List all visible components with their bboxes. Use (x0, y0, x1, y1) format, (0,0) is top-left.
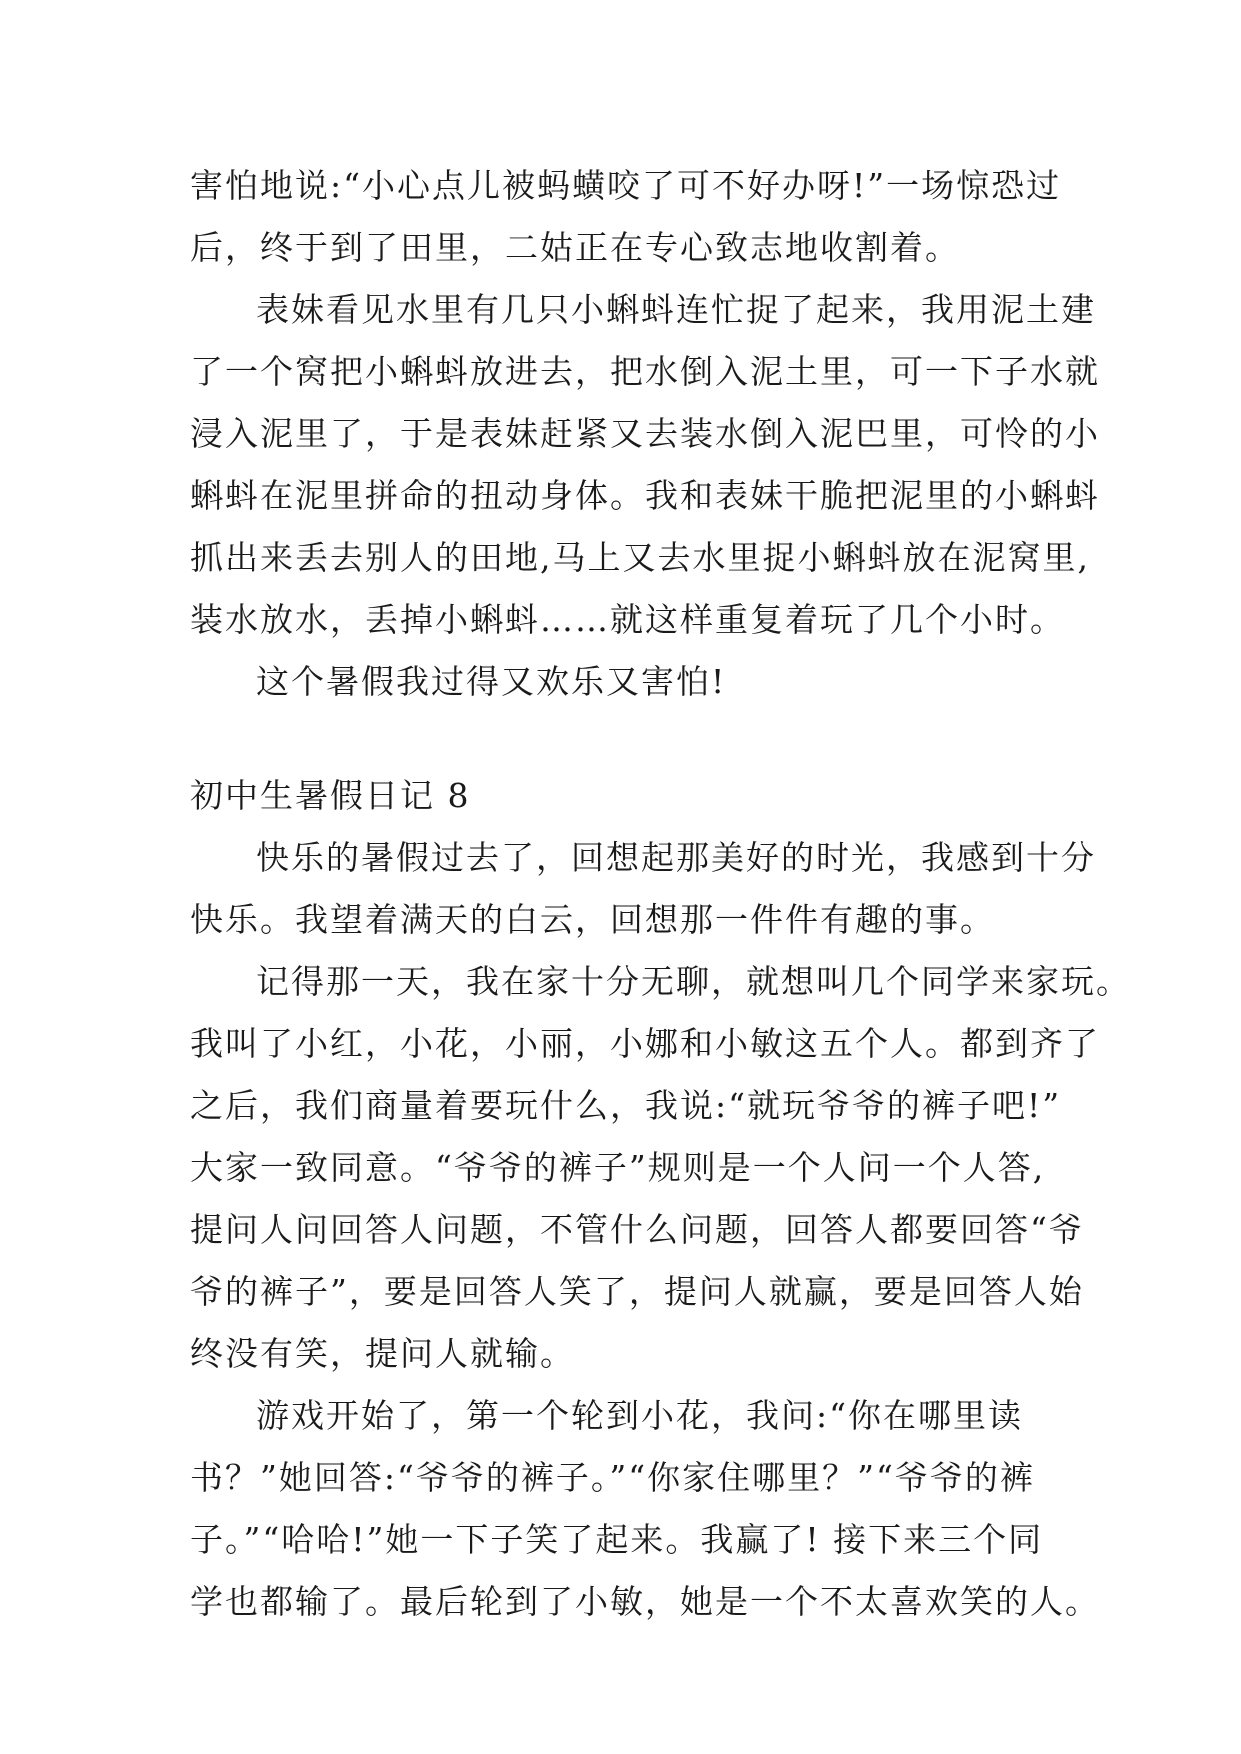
paragraph-line: 装水放水，丢掉小蝌蚪……就这样重复着玩了几个小时。 (190, 600, 1065, 639)
paragraph-line: 表妹看见水里有几只小蝌蚪连忙捉了起来，我用泥土建 (256, 290, 1096, 329)
paragraph-line: 记得那一天，我在家十分无聊，就想叫几个同学来家玩。 (256, 962, 1131, 1001)
paragraph-line: 浸入泥里了，于是表妹赶紧又去装水倒入泥巴里，可怜的小 (190, 414, 1100, 453)
paragraph-line: 这个暑假我过得又欢乐又害怕! (256, 662, 727, 701)
paragraph-line: 之后，我们商量着要玩什么，我说:“就玩爷爷的裤子吧!” (190, 1086, 1062, 1125)
paragraph-line: 快乐的暑假过去了，回想起那美好的时光，我感到十分 (256, 838, 1096, 877)
paragraph-line: 提问人问回答人问题，不管什么问题，回答人都要回答“爷 (190, 1210, 1084, 1249)
paragraph-line: 快乐。我望着满天的白云，回想那一件件有趣的事。 (190, 900, 995, 939)
paragraph-line: 子。”“哈哈!”她一下子笑了起来。我赢了! 接下来三个同 (190, 1520, 1044, 1559)
paragraph-line: 学也都输了。最后轮到了小敏，她是一个不太喜欢笑的人。 (190, 1582, 1100, 1621)
paragraph-line: 了一个窝把小蝌蚪放进去，把水倒入泥土里，可一下子水就 (190, 352, 1100, 391)
paragraph-line: 蝌蚪在泥里拼命的扭动身体。我和表妹干脆把泥里的小蝌蚪 (190, 476, 1100, 515)
paragraph-line: 大家一致同意。“爷爷的裤子”规则是一个人问一个人答, (190, 1148, 1046, 1187)
paragraph-line: 害怕地说:“小心点儿被蚂蟥咬了可不好办呀!”一场惊恐过 (190, 166, 1062, 205)
section-2 (190, 827, 1131, 1633)
paragraph-line: 爷的裤子”，要是回答人笑了，提问人就赢，要是回答人始 (190, 1272, 1084, 1311)
paragraph-line: 我叫了小红，小花，小丽，小娜和小敏这五个人。都到齐了 (190, 1024, 1100, 1063)
paragraph-line: 游戏开始了，第一个轮到小花，我问:“你在哪里读 (256, 1396, 1023, 1435)
paragraph-line: 书？”她回答:“爷爷的裤子。”“你家住哪里？”“爷爷的裤 (190, 1458, 1035, 1497)
diary-title: 初中生暑假日记 8 (190, 776, 471, 815)
document-page (190, 155, 1131, 1633)
section-1 (190, 155, 1100, 713)
paragraph-line: 抓出来丢去别人的田地,马上又去水里捉小蝌蚪放在泥窝里, (190, 538, 1090, 577)
paragraph-line: 后，终于到了田里，二姑正在专心致志地收割着。 (190, 228, 960, 267)
paragraph-line: 终没有笑，提问人就输。 (190, 1334, 575, 1373)
